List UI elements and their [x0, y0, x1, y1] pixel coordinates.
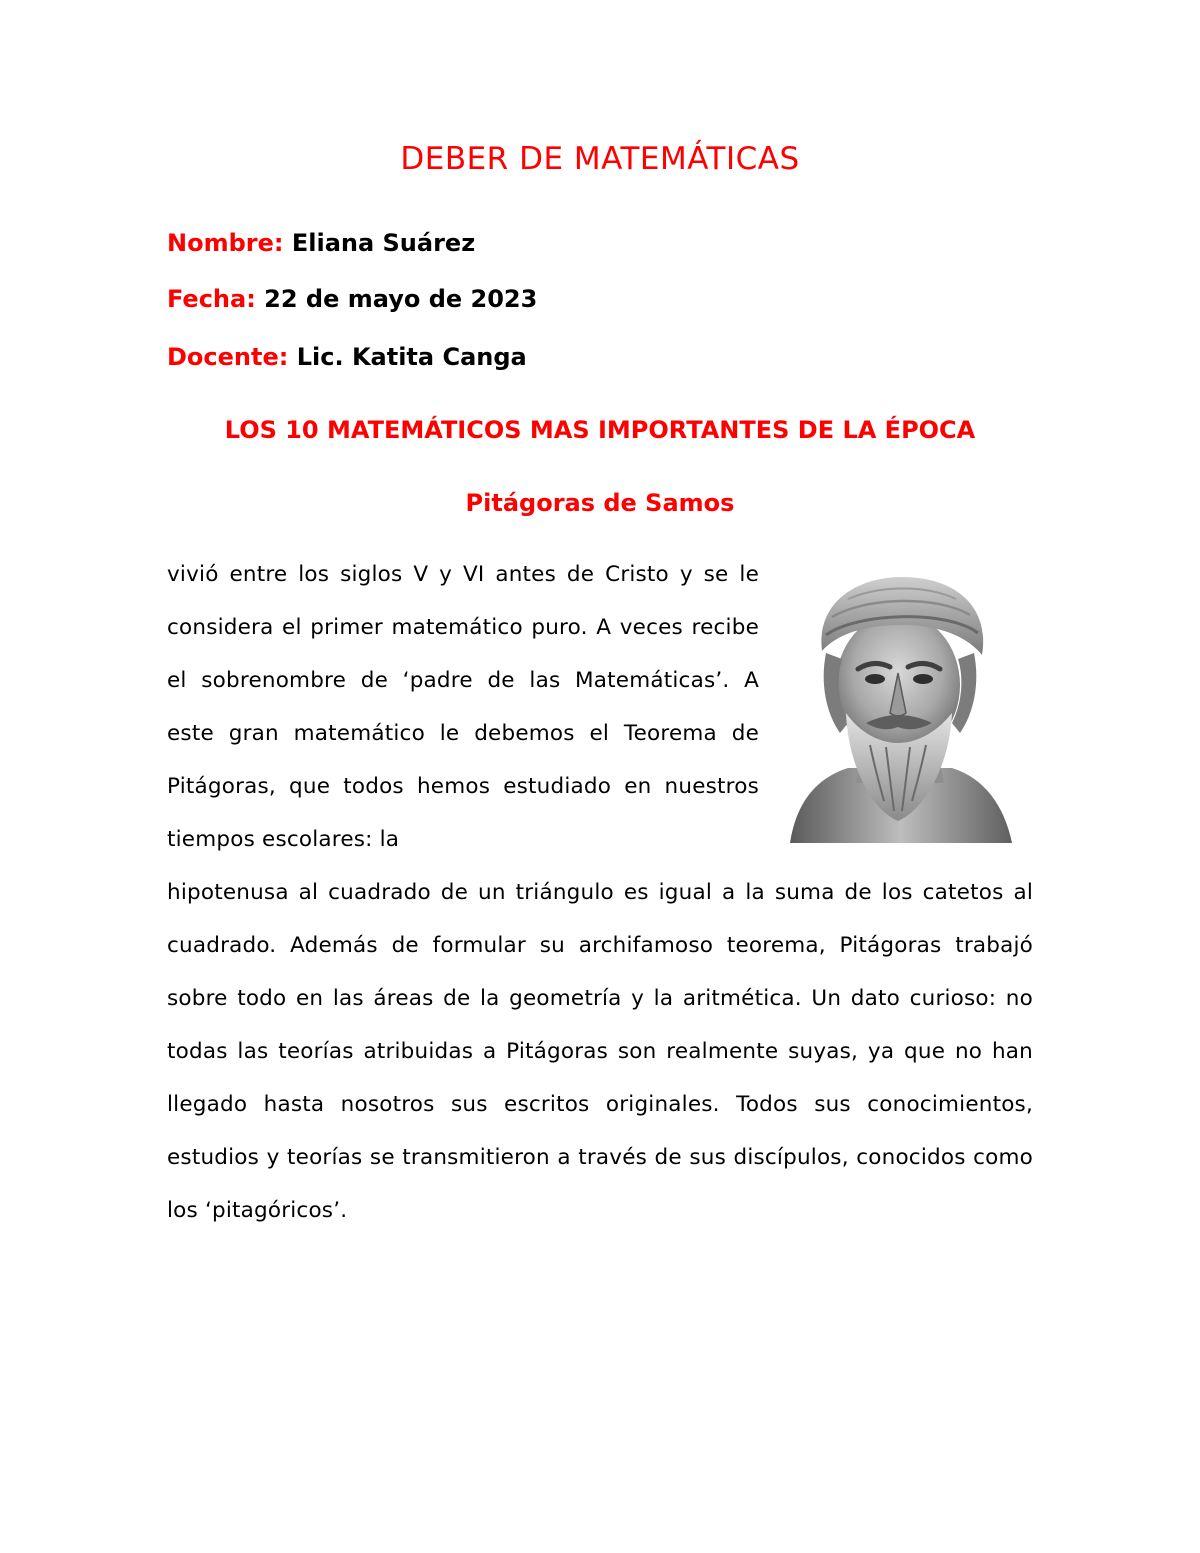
teacher-value: Lic. Katita Canga — [296, 343, 527, 371]
teacher-field — [167, 343, 527, 371]
name-value: Eliana Suárez — [291, 229, 476, 257]
page-title: DEBER DE MATEMÁTICAS — [400, 141, 800, 177]
name-label: Nombre: — [167, 229, 284, 257]
date-field — [167, 285, 537, 313]
date-label: Fecha: — [167, 285, 256, 313]
body-paragraph-part1: vivió entre los siglos V y VI antes de Cristo y se le considera el primer matemático puro. A veces recibe el sobrenombre de ‘padre de las Matemáticas’. A este gran matemático le debemos el Teorema de Pitágoras, que todos hemos estudiado en nuestros tiempos escolares: la — [167, 562, 759, 852]
date-value: 22 de mayo de 2023 — [264, 285, 538, 313]
teacher-label: Docente: — [167, 343, 289, 371]
name-field — [167, 229, 475, 257]
pythagoras-bust-image — [786, 573, 1014, 843]
section-heading: LOS 10 MATEMÁTICOS MAS IMPORTANTES DE LA ÉPOCA — [224, 416, 976, 444]
body-paragraph-part2: hipotenusa al cuadrado de un triángulo es igual a la suma de los catetos al cuadrado. Además de formular su archifamoso teorema, Pitágoras trabajó sobre todo en las áreas de la geometría y la aritmética. Un dato curioso: no todas las teorías atribuidas a Pitágoras son realmente suyas, ya que no han llegado hasta nosotros sus escritos originales. Todos sus conocimientos, estudios y teorías se transmitieron a través de sus discípulos, conocidos como los ‘pitagóricos’. — [167, 880, 1033, 1223]
subject-heading: Pitágoras de Samos — [465, 489, 735, 517]
